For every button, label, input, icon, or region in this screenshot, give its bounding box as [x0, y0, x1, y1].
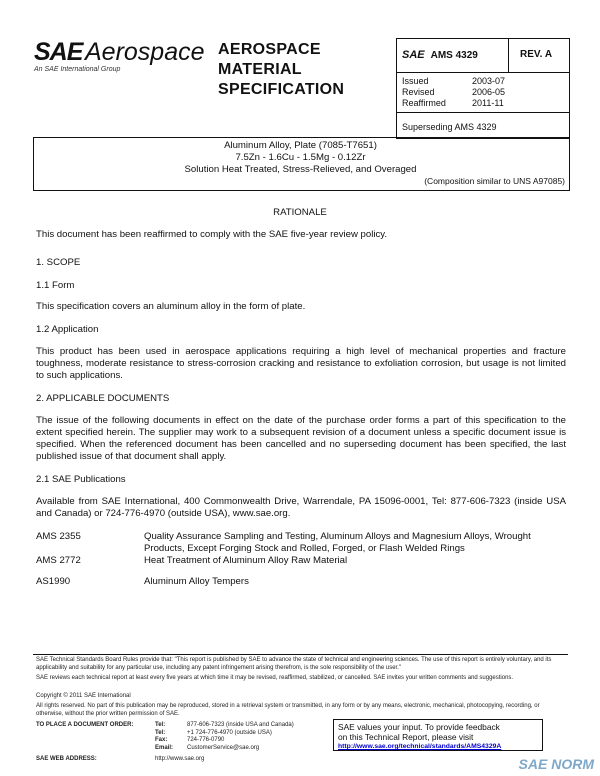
date-row-revised: Revised 2006-05	[402, 87, 506, 97]
contact-row: Email: CustomerService@sae.org	[155, 744, 260, 751]
section-1-1-heading: 1.1 Form	[36, 280, 75, 291]
section-1-1-text: This specification covers an aluminum alloy in the form of plate.	[36, 301, 306, 312]
feedback-box	[333, 719, 543, 751]
superseding-note: Superseding AMS 4329	[402, 122, 497, 132]
contact-list	[155, 722, 330, 752]
reference-title: Quality Assurance Sampling and Testing, Aluminum Alloys and Magnesium Alloys, Wrought Products, Except Forging Stock and Rolled, Forged, or Flash Welded Rings	[144, 531, 531, 554]
material-line-1: Aluminum Alloy, Plate (7085-T7651)	[224, 140, 377, 151]
contact-row: Fax: 724-776-0790	[155, 737, 225, 743]
reference-row	[36, 576, 566, 588]
section-2-heading: 2. APPLICABLE DOCUMENTS	[36, 393, 170, 404]
reference-row	[36, 531, 566, 555]
sae-mini-logo: SAE	[402, 49, 425, 61]
sae-logo-product: Aerospace	[85, 38, 205, 66]
document-type-title	[218, 40, 388, 100]
doc-number-cell	[402, 49, 478, 61]
date-row-reaffirmed: Reaffirmed 2011-11	[402, 98, 504, 108]
section-2-text: The issue of the following documents in effect on the date of the purchase order forms a part of this specification to the extent specified herein. The supplier may work to a subsequent revision of a document unless a specific document issue is specified. When the referenced document has been cancelled and no superseding document has been specified, the last published issue of that document shall apply.	[36, 415, 566, 462]
section-1-heading: 1. SCOPE	[36, 257, 81, 268]
revision: REV. A	[520, 49, 553, 60]
section-2-1-text: Available from SAE International, 400 Commonwealth Drive, Warrendale, PA 15096-0001, Tel: 877-606-7323 (inside USA and Canada) or 724-776-4970 (outside USA), www.sae.org.	[36, 496, 566, 519]
material-line-4: (Composition similar to UNS A97085)	[424, 176, 565, 186]
reference-id: AMS 2772	[36, 555, 81, 566]
watermark-logo: SAE NORM	[518, 756, 594, 772]
reference-id: AMS 2355	[36, 531, 81, 542]
reference-row	[36, 555, 566, 567]
customer-service-email[interactable]: CustomerService@sae.org	[187, 744, 260, 751]
feedback-line-2: on this Technical Report, please visit	[338, 732, 474, 742]
web-label: SAE WEB ADDRESS:	[36, 756, 97, 762]
doc-number: AMS 4329	[430, 50, 478, 61]
reference-title: Aluminum Alloy Tempers	[144, 576, 249, 587]
rationale-heading: RATIONALE	[273, 207, 327, 218]
rationale-text: This document has been reaffirmed to comply with the SAE five-year review policy.	[36, 229, 388, 240]
order-label: TO PLACE A DOCUMENT ORDER:	[36, 722, 134, 728]
reference-title: Heat Treatment of Aluminum Alloy Raw Material	[144, 555, 348, 566]
contact-row: Tel: 877-606-7323 (inside USA and Canada)	[155, 722, 294, 728]
contact-row: Tel: +1 724-776-4970 (outside USA)	[155, 729, 272, 736]
feedback-link[interactable]: http://www.sae.org/technical/standards/AMS4329A	[338, 743, 502, 750]
reference-id: AS1990	[36, 576, 71, 587]
section-2-1-heading: 2.1 SAE Publications	[36, 474, 126, 485]
sae-logo-brand: SAE	[34, 38, 83, 66]
title-line-2: MATERIAL	[218, 61, 302, 78]
footer-legal-3: All rights reserved. No part of this publication may be reproduced, stored in a retrieval system or transmitted, in any form or by any means, electronic, mechanical, photocopying, recording, or otherwise, without the prior written permission of SAE.	[36, 703, 540, 717]
section-1-2-text: This product has been used in aerospace applications requiring a high level of mechanical properties and fracture toughness, moderate resistance to stress-corrosion cracking and resistance to exfoliation corrosion, but usage is not limited to such applications.	[36, 346, 566, 381]
sae-logo-tagline: An SAE International Group	[34, 66, 121, 73]
feedback-line-1: SAE values your input. To provide feedback	[338, 722, 500, 732]
title-line-3: SPECIFICATION	[218, 81, 345, 98]
date-row-issued: Issued 2003-07	[402, 76, 506, 86]
web-address-link[interactable]: http://www.sae.org	[155, 756, 205, 762]
title-line-1: AEROSPACE	[218, 41, 321, 58]
material-line-3: Solution Heat Treated, Stress-Relieved, and Overaged	[184, 164, 417, 175]
footer-legal-2: SAE reviews each technical report at least every five years at which time it may be revised, reaffirmed, stabilized, or cancelled. SAE invites your written comments and suggestions.	[36, 675, 514, 681]
footer-divider	[33, 654, 568, 655]
footer-legal-1: SAE Technical Standards Board Rules provide that: "This report is published by SAE to advance the state of technical and engineering sciences. The use of this report is entirely voluntary, and its applicability and suitability for any particular use, including any patent infringement arising therefrom, is the sole responsibility of the user."	[36, 657, 552, 671]
footer-copyright: Copyright © 2011 SAE International	[36, 693, 131, 699]
material-line-2: 7.5Zn - 1.6Cu - 1.5Mg - 0.12Zr	[235, 152, 366, 163]
section-1-2-heading: 1.2 Application	[36, 324, 99, 335]
